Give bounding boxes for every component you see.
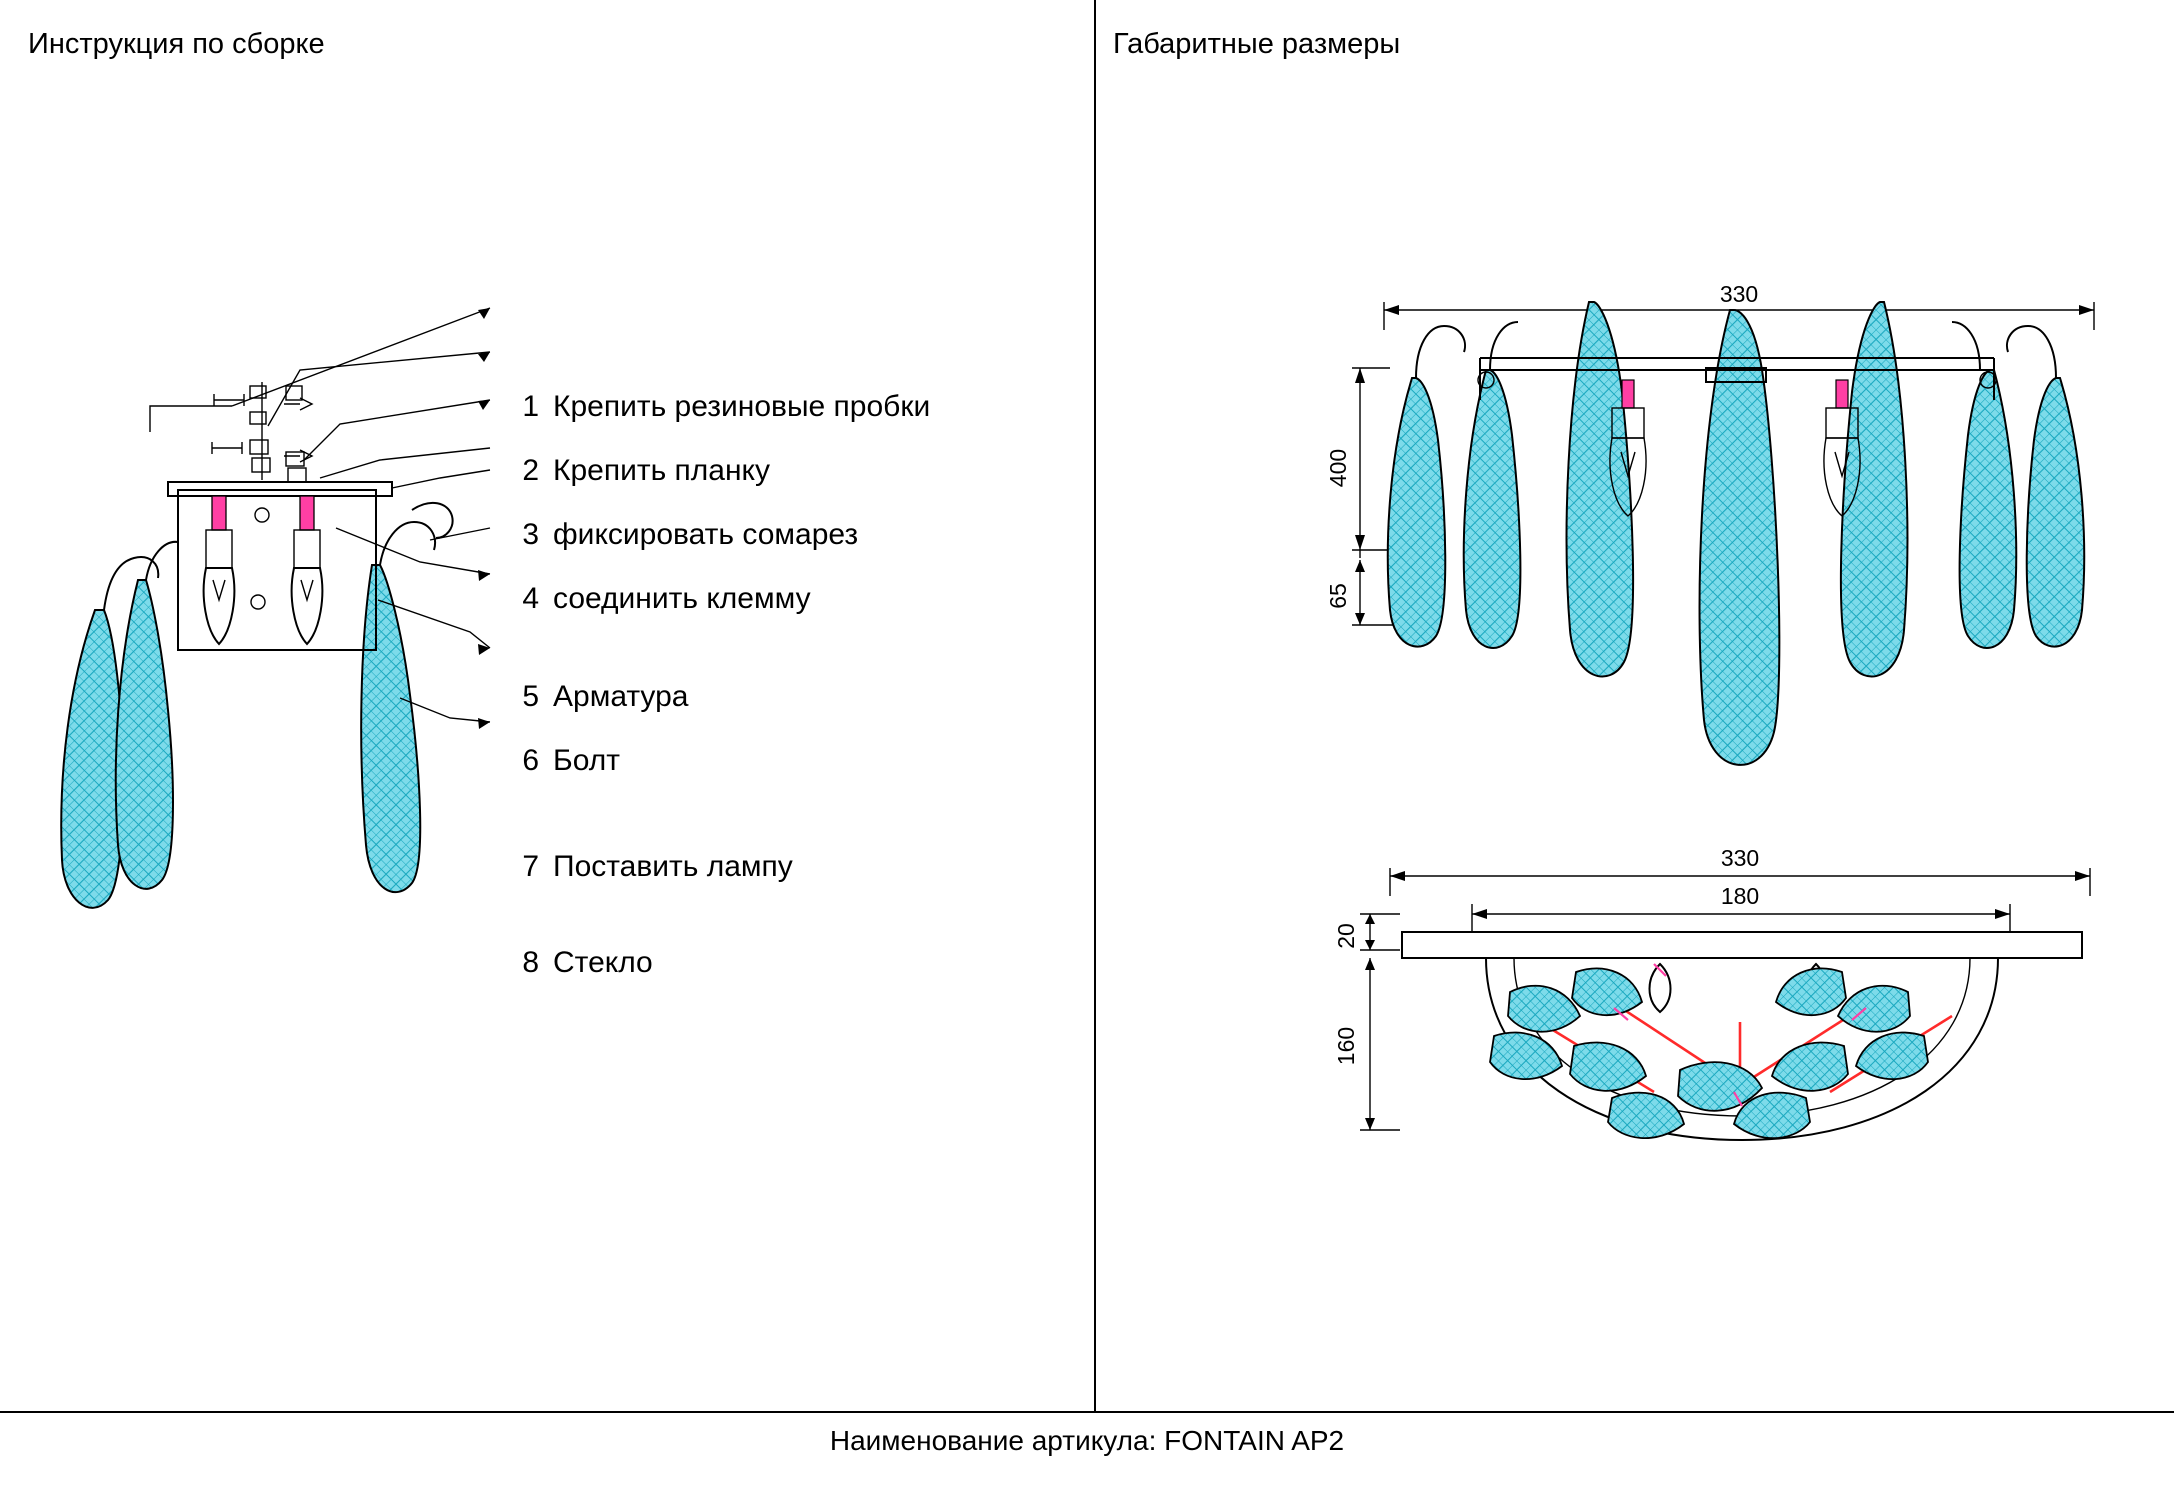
legend-number: 4 — [522, 582, 539, 615]
assembly-legend — [505, 390, 1025, 1010]
dim-sub-label: 65 — [1325, 583, 1351, 609]
glass-petal-center — [1700, 310, 1780, 765]
legend-number: 1 — [522, 390, 539, 423]
glass-petal — [361, 565, 420, 892]
dim-height-label: 400 — [1325, 448, 1351, 488]
legend-number: 7 — [522, 850, 539, 883]
plate-thickness-dimension — [1333, 914, 1400, 950]
list-item — [505, 518, 1025, 582]
legend-number: 2 — [522, 454, 539, 487]
list-item — [505, 454, 1025, 518]
dim-depth-label: 160 — [1333, 1026, 1359, 1066]
glass-petal — [1490, 1033, 1562, 1080]
list-item — [505, 390, 1025, 454]
glass-petal — [116, 580, 173, 889]
glass-petal — [1570, 1043, 1646, 1091]
legend-number: 3 — [522, 518, 539, 551]
glass-petal — [1776, 969, 1846, 1016]
glass-petal — [1608, 1093, 1684, 1138]
dim-width-label: 330 — [1719, 281, 1759, 307]
right-panel-title: Габаритные размеры — [1113, 28, 1401, 60]
left-panel-title: Инструкция по сборке — [28, 28, 325, 60]
bottom-view-drawing — [1094, 840, 2174, 1240]
legend-label: Стекло — [553, 946, 653, 979]
list-item — [505, 946, 1025, 1010]
legend-label: соединить клемму — [553, 582, 811, 615]
glass-petal — [61, 610, 123, 908]
list-item — [505, 744, 1025, 808]
list-item — [505, 680, 1025, 744]
list-item — [505, 850, 1025, 914]
sub-dimension — [1325, 560, 1394, 625]
glass-petal — [1960, 370, 2017, 648]
lamp-assembly — [204, 496, 235, 644]
glass-petal — [1772, 1043, 1848, 1091]
legend-label: Крепить планку — [553, 454, 771, 487]
glass-petal — [1464, 370, 1521, 648]
inner-width-dimension — [1472, 883, 2010, 932]
legend-label: фиксировать сомарез — [553, 518, 859, 551]
glass-petal — [1572, 969, 1642, 1016]
glass-petal — [2027, 378, 2084, 647]
horizontal-divider — [0, 1411, 2174, 1413]
legend-number: 6 — [522, 744, 539, 777]
dim-thickness-label: 20 — [1333, 923, 1359, 949]
hardware-parts — [212, 382, 312, 482]
glass-petal — [1388, 378, 1445, 647]
dim-width-label: 330 — [1720, 845, 1760, 871]
legend-label: Арматура — [553, 680, 689, 713]
legend-label: Болт — [553, 744, 620, 777]
height-dimension — [1325, 368, 1390, 558]
article-name-footer: Наименование артикула: FONTAIN AP2 — [829, 1425, 1345, 1456]
glass-petal — [1508, 986, 1580, 1032]
dim-inner-width-label: 180 — [1720, 883, 1760, 909]
legend-number: 5 — [522, 680, 539, 713]
depth-dimension — [1333, 958, 1400, 1130]
front-view-drawing — [1094, 280, 2174, 840]
legend-label: Поставить лампу — [553, 850, 793, 883]
legend-label: Крепить резиновые пробки — [553, 390, 931, 423]
legend-number: 8 — [522, 946, 539, 979]
lamp-assembly — [292, 496, 323, 644]
glass-petal — [1838, 986, 1910, 1032]
list-item — [505, 582, 1025, 646]
glass-petal — [1856, 1033, 1928, 1080]
